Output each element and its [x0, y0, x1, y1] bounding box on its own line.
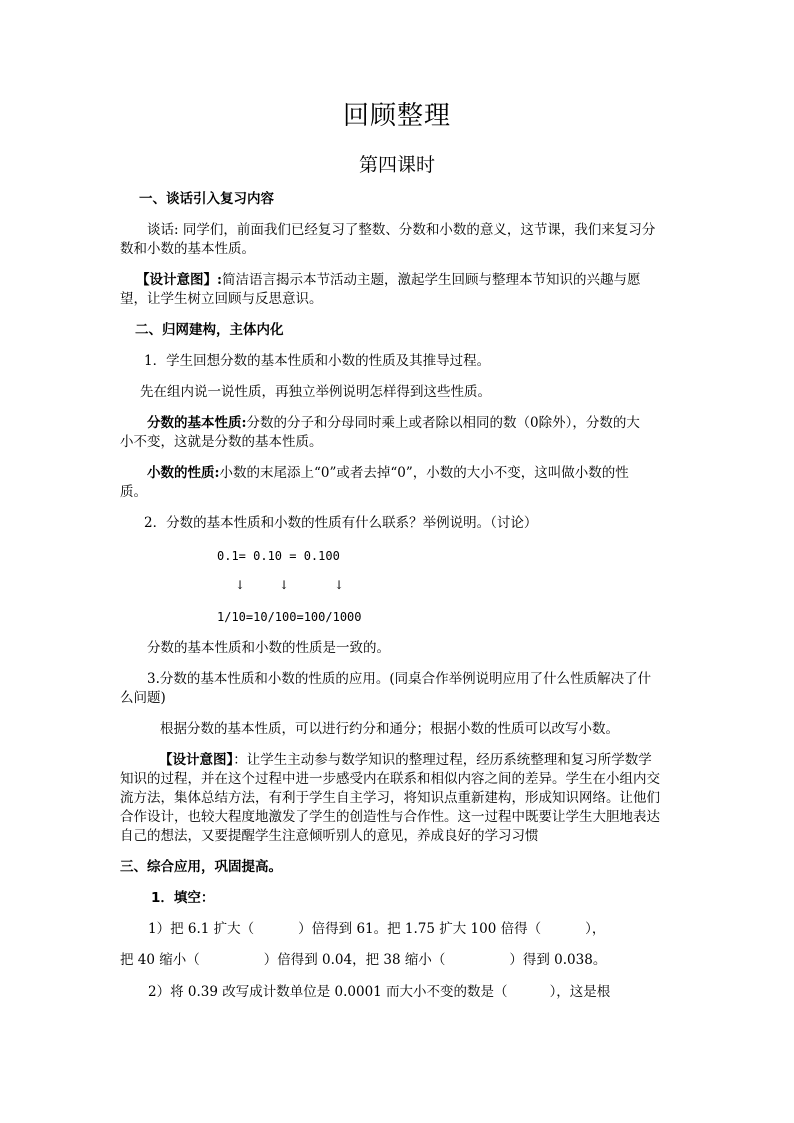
q1-text-e: ）倍得到 0.04，把 38 缩小（: [263, 952, 446, 968]
conclusion: 分数的基本性质和小数的性质是一致的。: [147, 640, 390, 656]
section-2-heading: 二、归网建构，主体内化: [135, 322, 284, 338]
item-2: 2．分数的基本性质和小数的性质有什么联系？举例说明。（讨论）: [144, 515, 538, 531]
design-intent-label: 【设计意图】:: [136, 272, 222, 288]
design-intent-2-line-3: 流方法，集体总结方法，有利于学生自主学习，将知识点重新建构，形成知识网络。让他们: [120, 790, 660, 806]
section-3-heading: 三、综合应用，巩固提高。: [120, 859, 282, 875]
design-intent-1: [136, 272, 640, 288]
fill-in-label: 1．填空：: [151, 890, 215, 906]
design-intent-2-line-2: 知识的过程，并在这个过程中进一步感受内在联系和相似内容之间的差异。学生在小组内交: [120, 771, 660, 787]
section-1-heading: 一、谈话引入复习内容: [139, 191, 274, 207]
fraction-property-line-2: 小不变，这就是分数的基本性质。: [120, 434, 323, 450]
q1-text-f: ）得到 0.038。: [509, 952, 607, 968]
design-intent-2: [159, 752, 652, 768]
q1-text-d: 把 40 缩小（: [120, 952, 200, 968]
question-1-line-1: [148, 921, 605, 937]
talk-line-2: 数和小数的基本性质。: [120, 241, 255, 257]
item-1-sub: 先在组内说一说性质，再独立举例说明怎样得到这些性质。: [140, 384, 491, 400]
down-arrow-icon: ↓: [235, 578, 246, 592]
decimal-property-line-2: 质。: [120, 484, 147, 500]
decimal-property-text: 小数的末尾添上“0”或者去掉“0”，小数的大小不变，这叫做小数的性: [219, 465, 629, 481]
decimal-property-label: 小数的性质:: [147, 465, 220, 481]
design-intent-2-line-5: 自己的想法，又要提醒学生注意倾听别人的意见，养成良好的学习习惯: [120, 828, 539, 844]
q1-text-c: ），: [585, 921, 606, 937]
item-3-answer: 根据分数的基本性质，可以进行约分和通分；根据小数的性质可以改写小数。: [160, 721, 619, 737]
design-intent-1-line-2: 望，让学生树立回顾与反思意识。: [120, 291, 323, 307]
fraction-equation: 1/10=10/100=100/1000: [217, 610, 362, 624]
decimal-equation: 0.1= 0.10 = 0.100: [217, 549, 340, 563]
design-intent-2-label: 【设计意图】: [159, 752, 234, 768]
page-title: 回顾整理: [342, 101, 451, 131]
decimal-property-line-1: [147, 465, 629, 481]
fraction-property-text: 分数的分子和分母同时乘上或者除以相同的数（0除外），分数的大: [246, 415, 640, 431]
q2-text-b: ），这是根: [549, 984, 611, 1000]
question-2-line-1: [148, 984, 610, 1000]
q1-text-a: 1）把 6.1 扩大（: [148, 921, 255, 937]
page-subtitle: 第四课时: [358, 154, 435, 176]
talk-line-1: 谈话: 同学们，前面我们已经复习了整数、分数和小数的意义，这节课，我们来复习分: [147, 222, 656, 238]
q1-text-b: ）倍得到 61。把 1.75 扩大 100 倍得（: [298, 921, 542, 937]
design-intent-text: 简洁语言揭示本节活动主题，激起学生回顾与整理本节知识的兴趣与愿: [221, 272, 641, 288]
down-arrow-icon: ↓: [334, 578, 345, 592]
fraction-property-label: 分数的基本性质:: [147, 415, 247, 431]
item-1: 1．学生回想分数的基本性质和小数的性质及其推导过程。: [144, 353, 491, 369]
down-arrow-icon: ↓: [279, 578, 290, 592]
item-3-line-2: 么问题): [120, 690, 166, 706]
item-3-line-1: 3.分数的基本性质和小数的性质的应用。(同桌合作举例说明应用了什么性质解决了什: [147, 671, 652, 687]
q2-text-a: 2）将 0.39 改写成计数单位是 0.0001 而大小不变的数是（: [148, 984, 508, 1000]
design-intent-2-text: ：让学生主动参与数学知识的整理过程，经历系统整理和复习所学数学: [233, 752, 652, 768]
design-intent-2-line-4: 合作设计，也较大程度地激发了学生的创造性与合作性。这一过程中既要让学生大胆地表达: [120, 809, 660, 825]
question-1-line-2: [120, 952, 606, 968]
fraction-property-line-1: [147, 415, 640, 431]
